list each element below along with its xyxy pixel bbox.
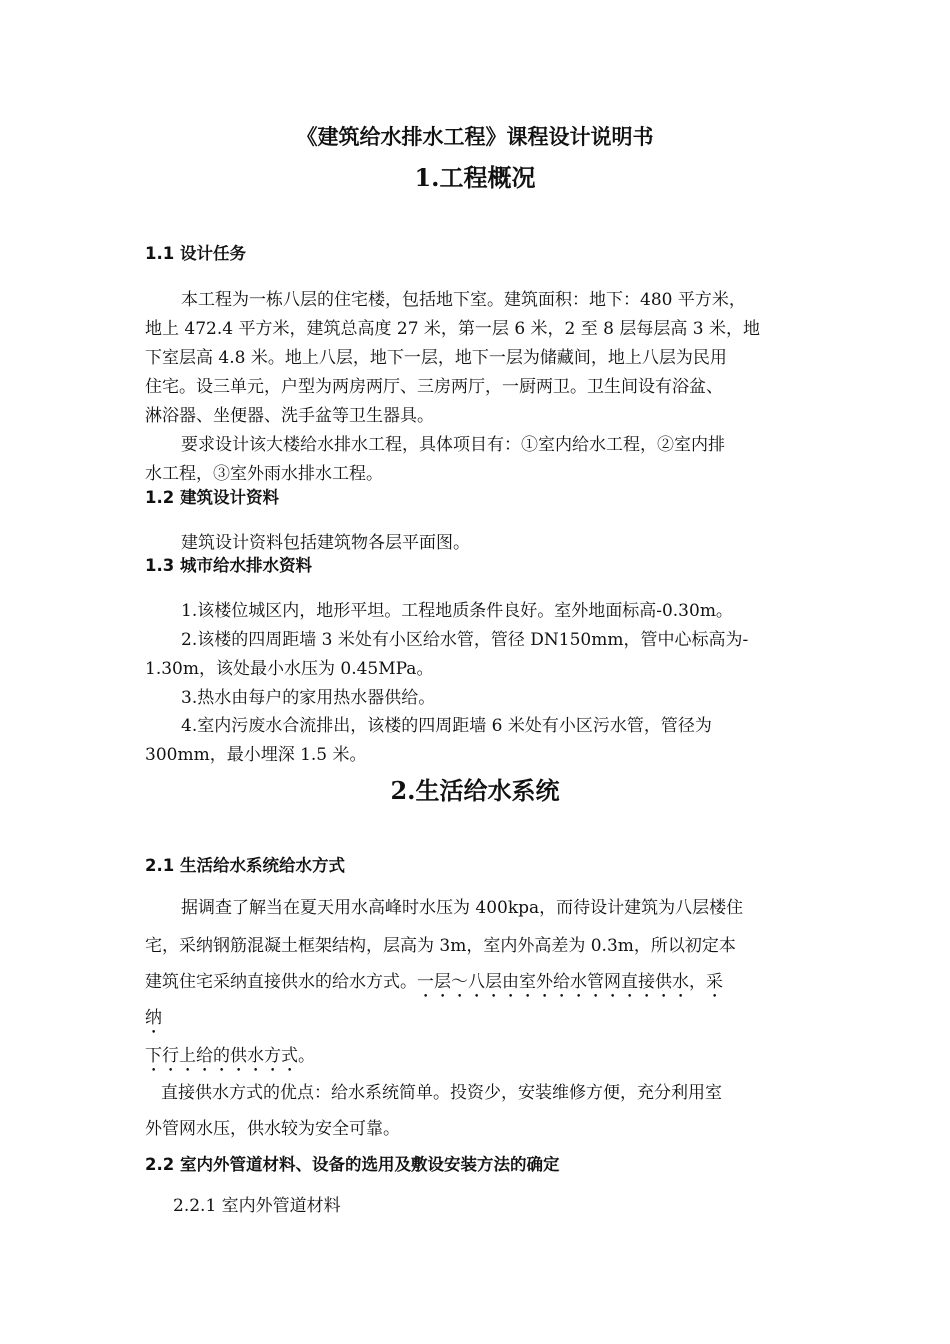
chapter-1-heading: 1.工程概况 (414, 163, 536, 192)
s1-3-line-2: 2.该楼的四周距墙 3 米处有小区给水管，管径 DN150mm，管中心标高为- (181, 630, 749, 650)
s2-1-line-1: 据调查了解当在夏天用水高峰时水压为 400kpa，而待设计建筑为八层楼住 (181, 898, 744, 918)
s1-3-line-6: 300mm，最小埋深 1.5 米。 (145, 745, 367, 765)
s1-3-line-1: 1.该楼位城区内，地形平坦。工程地质条件良好。室外地面标高-0.30m。 (181, 601, 733, 621)
s2-1-line-5-emphasis: 下行上给的供水方式。 (145, 1046, 315, 1066)
s2-1-line-2: 宅，采纳钢筋混凝土框架结构，层高为 3m，室内外高差为 0.3m，所以初定本 (145, 936, 736, 956)
s2-1-line-7: 外管网水压，供水较为安全可靠。 (145, 1119, 400, 1139)
section-1-3-heading: 1.3 城市给水排水资料 (145, 556, 312, 575)
section-2-2-heading: 2.2 室内外管道材料、设备的选用及敷设安装方法的确定 (145, 1155, 560, 1174)
s2-1-line-3b-emphasis: 一层～八层由室外给水管网直接供水，采 (417, 972, 723, 992)
s1-1-line-1: 本工程为一栋八层的住宅楼，包括地下室。建筑面积：地下：480 平方米， (181, 290, 746, 310)
s1-1-line-6: 要求设计该大楼给水排水工程，具体项目有：①室内给水工程，②室内排 (181, 435, 725, 455)
section-2-1-heading: 2.1 生活给水系统给水方式 (145, 856, 345, 875)
document-title: 《建筑给水排水工程》课程设计说明书 (296, 124, 654, 149)
s1-3-line-3: 1.30m，该处最小水压为 0.45MPa。 (145, 659, 434, 679)
s2-1-line-6: 直接供水方式的优点：给水系统简单。投资少，安装维修方便，充分利用室 (161, 1083, 722, 1103)
s1-1-line-4: 住宅。设三单元，户型为两房两厅、三房两厅，一厨两卫。卫生间设有浴盆、 (145, 377, 723, 397)
chapter-2-heading: 2.生活给水系统 (390, 776, 560, 805)
s1-1-line-7: 水工程，③室外雨水排水工程。 (145, 464, 383, 484)
s1-3-line-5: 4.室内污废水合流排出，该楼的四周距墙 6 米处有小区污水管，管径为 (181, 716, 712, 736)
s2-1-line-3a: 建筑住宅采纳直接供水的给水方式。 (145, 972, 417, 992)
s2-1-line-4-emphasis: 纳 (145, 1008, 162, 1028)
s1-2-text: 建筑设计资料包括建筑物各层平面图。 (181, 533, 470, 553)
section-1-1-heading: 1.1 设计任务 (145, 244, 246, 263)
section-1-2-heading: 1.2 建筑设计资料 (145, 488, 279, 507)
s1-1-line-5: 淋浴器、坐便器、洗手盆等卫生器具。 (145, 406, 434, 426)
s1-3-line-4: 3.热水由每户的家用热水器供给。 (181, 688, 436, 708)
subsection-2-2-1-heading: 2.2.1 室内外管道材料 (173, 1196, 341, 1216)
s1-1-line-3: 下室层高 4.8 米。地上八层，地下一层，地下一层为储藏间，地上八层为民用 (145, 348, 727, 368)
s1-1-line-2: 地上 472.4 平方米，建筑总高度 27 米，第一层 6 米，2 至 8 层每层高 3 米，地 (145, 319, 761, 339)
s2-1-line-3 (145, 967, 723, 1002)
